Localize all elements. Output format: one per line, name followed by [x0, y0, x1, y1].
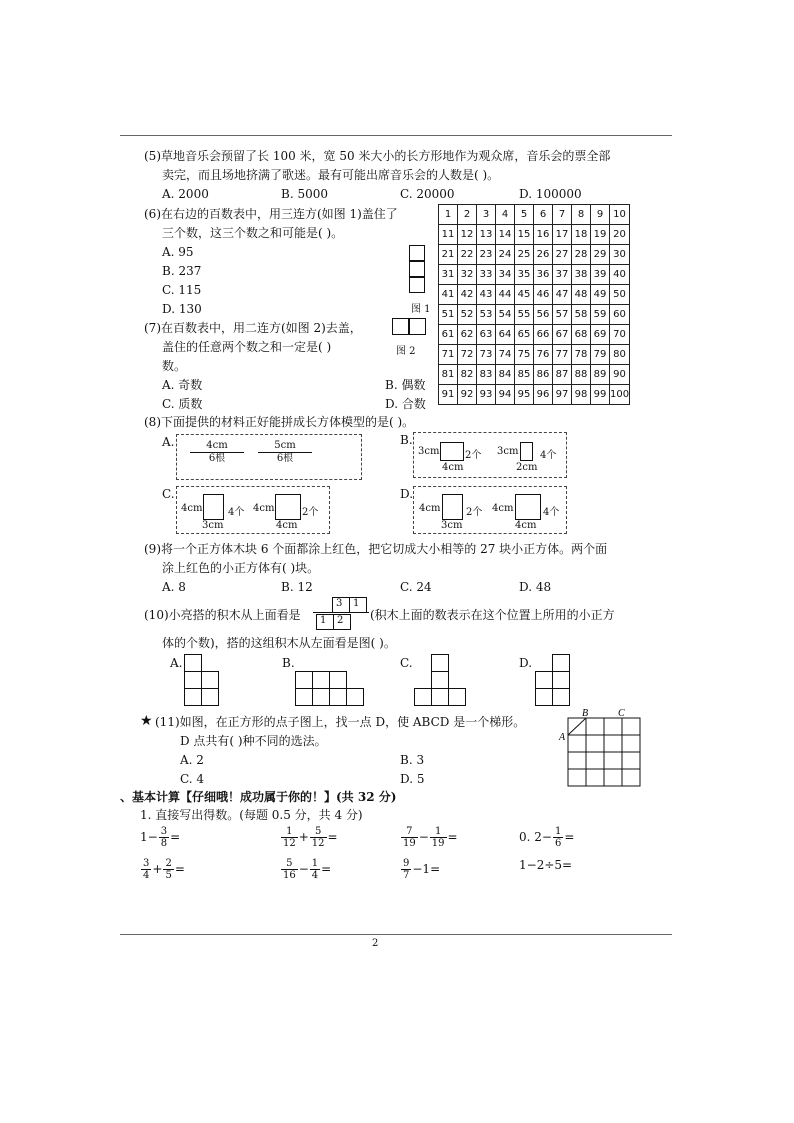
calc-suffix: =: [564, 830, 575, 844]
q5-option-d: D. 100000: [519, 187, 582, 201]
hundred-table-cell: 14: [496, 225, 515, 245]
hundred-table-cell: 49: [591, 285, 610, 305]
hundred-table-cell: 94: [496, 385, 515, 405]
fraction-2: [310, 826, 327, 849]
figure-2-domino: [392, 318, 426, 336]
q8-d-rect1: [442, 494, 463, 520]
calc-operator: +: [298, 830, 309, 844]
calc-operator: +: [152, 862, 163, 876]
hundred-table: [438, 204, 630, 405]
q11-line2: D 点共有( )种不同的选法。: [180, 734, 327, 748]
hundred-table-cell: 73: [477, 345, 496, 365]
hundred-table-cell: 39: [591, 265, 610, 285]
q11-option-c: C. 4: [180, 772, 205, 786]
denominator: 19: [403, 838, 416, 849]
q8-b-rect2-count: 4个: [540, 450, 557, 461]
hundred-table-cell: 81: [439, 365, 458, 385]
numerator: 3: [143, 858, 150, 869]
q8-c-rect1: [203, 494, 224, 520]
numerator: 1: [311, 858, 319, 869]
denominator: 12: [283, 838, 296, 849]
q5-line1: (5)草地音乐会预留了长 100 米，宽 50 米大小的长方形地作为观众席，音乐会的票全部: [144, 149, 611, 163]
hundred-table-cell: 20: [610, 225, 630, 245]
hundred-table-cell: 89: [591, 365, 610, 385]
hundred-table-cell: 69: [591, 325, 610, 345]
calc-operator: −: [418, 830, 429, 844]
hundred-table-row: [439, 365, 630, 385]
hundred-table-cell: 15: [515, 225, 534, 245]
numerator: 1: [554, 826, 562, 837]
calc-expression: [400, 858, 440, 881]
hundred-table-cell: 64: [496, 325, 515, 345]
figure-1-triomino: [409, 245, 425, 293]
hundred-table-cell: 43: [477, 285, 496, 305]
numerator: 3: [160, 826, 168, 837]
hundred-table-cell: 95: [515, 385, 534, 405]
hundred-table-cell: 32: [458, 265, 477, 285]
q8-option-a-stick2: [258, 440, 312, 465]
calc-expression: [519, 826, 574, 849]
q8-c-rect1-bottom: 3cm: [202, 520, 224, 531]
numerator: 7: [406, 826, 413, 837]
q7-option-b: B. 偶数: [385, 378, 426, 392]
fraction-1: [401, 826, 418, 849]
numerator: 5: [286, 858, 293, 869]
hundred-table-cell: 11: [439, 225, 458, 245]
hundred-table-cell: 72: [458, 345, 477, 365]
hundred-table-cell: 98: [572, 385, 591, 405]
section-title: 、基本计算【仔细哦！成功属于你的！】(共 32 分): [120, 790, 397, 804]
hundred-table-cell: 62: [458, 325, 477, 345]
q7-option-c: C. 质数: [162, 397, 203, 411]
hundred-table-cell: 3: [477, 205, 496, 225]
hundred-table-cell: 60: [610, 305, 630, 325]
fraction-1: [401, 858, 411, 881]
hundred-table-cell: 79: [591, 345, 610, 365]
hundred-table-cell: 31: [439, 265, 458, 285]
denominator: 12: [311, 838, 325, 849]
denominator: 16: [283, 870, 296, 881]
hundred-table-cell: 61: [439, 325, 458, 345]
hundred-table-cell: 53: [477, 305, 496, 325]
hundred-table-cell: 10: [610, 205, 630, 225]
fraction-1: [281, 826, 298, 849]
hundred-table-cell: 9: [591, 205, 610, 225]
q8-d-rect1-side: 4cm: [419, 503, 441, 514]
q8-c-rect2-count: 2个: [302, 507, 319, 518]
hundred-table-cell: 37: [553, 265, 572, 285]
q6-option-c: C. 115: [162, 283, 202, 297]
q8-d-rect1-bottom: 3cm: [441, 520, 463, 531]
hundred-table-cell: 40: [610, 265, 630, 285]
q8-d-rect2-side: 4cm: [492, 503, 514, 514]
hundred-table-cell: 55: [515, 305, 534, 325]
hundred-table-cell: 36: [534, 265, 553, 285]
hundred-table-cell: 28: [572, 245, 591, 265]
q10-option-d-view: [535, 654, 589, 708]
hundred-table-cell: 86: [534, 365, 553, 385]
calc-suffix: −1=: [412, 862, 441, 876]
q8-a-stick2-count: 6根: [258, 452, 312, 465]
hundred-table-cell: 82: [458, 365, 477, 385]
hundred-table-cell: 50: [610, 285, 630, 305]
fraction-2: [310, 858, 320, 881]
hundred-table-cell: 25: [515, 245, 534, 265]
hundred-table-row: [439, 345, 630, 365]
q8-a-stick1-count: 6根: [190, 452, 244, 465]
q8-b-rect1: [440, 442, 464, 461]
hundred-table-row: [439, 385, 630, 405]
denominator: 4: [311, 870, 319, 881]
q10-line1-post: (积木上面的数表示在这个位置上所用的小正方: [370, 608, 615, 622]
q8-d-rect2-bottom: 4cm: [515, 520, 537, 531]
q5-option-b: B. 5000: [281, 187, 328, 201]
q10-option-b-view: [295, 671, 367, 707]
q8-a-stick1-length: 4cm: [206, 440, 228, 451]
hundred-table-cell: 78: [572, 345, 591, 365]
hundred-table-cell: 42: [458, 285, 477, 305]
hundred-table-cell: 34: [496, 265, 515, 285]
hundred-table-cell: 85: [515, 365, 534, 385]
hundred-table-cell: 99: [591, 385, 610, 405]
fraction-1: [141, 858, 151, 881]
hundred-table-cell: 74: [496, 345, 515, 365]
hundred-table-cell: 84: [496, 365, 515, 385]
denominator: 5: [165, 870, 172, 881]
q8-c-rect1-side: 4cm: [181, 503, 203, 514]
denominator: 8: [160, 838, 168, 849]
hundred-table-cell: 46: [534, 285, 553, 305]
q11-point-b: B: [582, 708, 589, 719]
fraction-1: [281, 858, 298, 881]
hundred-table-cell: 24: [496, 245, 515, 265]
q10-option-a-view: [184, 654, 238, 708]
calc-operator: −: [298, 862, 309, 876]
bottom-rule: [120, 934, 672, 935]
calc-suffix: =: [170, 830, 181, 844]
q11-option-a: A. 2: [180, 753, 204, 767]
q9-option-c: C. 24: [400, 580, 432, 594]
hundred-table-cell: 21: [439, 245, 458, 265]
denominator: 19: [431, 838, 445, 849]
fraction-2: [163, 858, 173, 881]
hundred-table-row: [439, 245, 630, 265]
hundred-table-row: [439, 225, 630, 245]
calc-suffix: =: [327, 830, 338, 844]
q8-b-rect2-bottom: 2cm: [516, 462, 538, 473]
q6-line1: (6)在右边的百数表中，用三连方(如图 1)盖住了: [144, 207, 398, 221]
calc-expression: [519, 858, 572, 872]
hundred-table-cell: 2: [458, 205, 477, 225]
page-number: 2: [372, 938, 379, 949]
fraction-1: [553, 826, 563, 849]
hundred-table-cell: 76: [534, 345, 553, 365]
q8-d-rect2: [515, 494, 541, 520]
calc-prefix: 0. 2−: [519, 830, 552, 844]
hundred-table-cell: 7: [553, 205, 572, 225]
hundred-table-cell: 6: [534, 205, 553, 225]
q10-top-view: [313, 597, 369, 631]
q6-option-b: B. 237: [162, 264, 202, 278]
figure-1-label: 图 1: [411, 304, 431, 315]
section-subtitle: 1. 直接写出得数。(每题 0.5 分，共 4 分): [140, 808, 363, 822]
calc-expression: [400, 826, 458, 849]
hundred-table-cell: 91: [439, 385, 458, 405]
q10-top-num-4: 2: [337, 615, 344, 626]
q5-option-c: C. 20000: [400, 187, 455, 201]
numerator: 2: [165, 858, 172, 869]
q11-line1: (11)如图，在正方形的点子图上，找一点 D，使 ABCD 是一个梯形。: [155, 715, 526, 729]
hundred-table-cell: 71: [439, 345, 458, 365]
hundred-table-cell: 18: [572, 225, 591, 245]
denominator: 4: [143, 870, 150, 881]
hundred-table-cell: 93: [477, 385, 496, 405]
hundred-table-cell: 52: [458, 305, 477, 325]
hundred-table-cell: 30: [610, 245, 630, 265]
hundred-table-cell: 75: [515, 345, 534, 365]
q8-c-rect2-side: 4cm: [253, 503, 275, 514]
hundred-table-cell: 12: [458, 225, 477, 245]
top-rule: [120, 135, 672, 136]
hundred-table-cell: 48: [572, 285, 591, 305]
q9-option-d: D. 48: [519, 580, 552, 594]
q10-option-b-label: B.: [282, 656, 295, 670]
q8-option-d-label: D.: [400, 487, 414, 501]
numerator: 5: [314, 826, 322, 837]
q5-option-a: A. 2000: [162, 187, 209, 201]
q11-option-d: D. 5: [400, 772, 425, 786]
q5-line2: 卖完，而且场地挤满了歌迷。最有可能出席音乐会的人数是( )。: [162, 168, 500, 182]
denominator: 6: [554, 838, 562, 849]
hundred-table-cell: 57: [553, 305, 572, 325]
hundred-table-cell: 80: [610, 345, 630, 365]
q8-b-rect2-side: 3cm: [497, 446, 519, 457]
numerator: 1: [286, 826, 293, 837]
q9-option-a: A. 8: [162, 580, 186, 594]
q8-c-rect1-count: 4个: [228, 507, 245, 518]
q10-option-d-label: D.: [519, 656, 533, 670]
q11-dot-grid: [556, 706, 646, 790]
numerator: 9: [403, 858, 410, 869]
hundred-table-cell: 35: [515, 265, 534, 285]
hundred-table-cell: 96: [534, 385, 553, 405]
q9-line1: (9)将一个正方体木块 6 个面都涂上红色，把它切成大小相等的 27 块小正方体。两个面: [144, 542, 608, 556]
q7-option-a: A. 奇数: [162, 378, 203, 392]
calc-suffix: =: [174, 862, 185, 876]
hundred-table-cell: 17: [553, 225, 572, 245]
hundred-table-cell: 67: [553, 325, 572, 345]
hundred-table-cell: 41: [439, 285, 458, 305]
hundred-table-cell: 83: [477, 365, 496, 385]
q8-b-rect2: [520, 442, 533, 461]
q8-b-rect1-bottom: 4cm: [442, 462, 464, 473]
hundred-table-cell: 13: [477, 225, 496, 245]
q10-top-num-3: 1: [320, 615, 327, 626]
hundred-table-cell: 27: [553, 245, 572, 265]
hundred-table-cell: 70: [610, 325, 630, 345]
hundred-table-cell: 65: [515, 325, 534, 345]
hundred-table-cell: 47: [553, 285, 572, 305]
hundred-table-row: [439, 305, 630, 325]
q8-c-rect2: [275, 494, 301, 520]
q10-option-c-label: C.: [400, 656, 413, 670]
hundred-table-cell: 54: [496, 305, 515, 325]
hundred-table-cell: 8: [572, 205, 591, 225]
calc-expression: [140, 858, 185, 881]
hundred-table-cell: 45: [515, 285, 534, 305]
numerator: 1: [434, 826, 442, 837]
hundred-table-cell: 88: [572, 365, 591, 385]
q7-line3: 数。: [162, 359, 187, 373]
q7-line2: 盖住的任意两个数之和一定是( ): [162, 340, 332, 354]
q11-option-b: B. 3: [400, 753, 425, 767]
hundred-table-cell: 92: [458, 385, 477, 405]
hundred-table-cell: 59: [591, 305, 610, 325]
hundred-table-cell: 33: [477, 265, 496, 285]
q8-b-rect1-side: 3cm: [418, 446, 440, 457]
q9-option-b: B. 12: [281, 580, 313, 594]
q10-option-a-label: A.: [170, 656, 183, 670]
q9-line2: 涂上红色的小正方体有( )块。: [162, 561, 320, 575]
hundred-table-cell: 68: [572, 325, 591, 345]
q11-point-c: C: [618, 708, 625, 719]
hundred-table-cell: 100: [610, 385, 630, 405]
hundred-table-cell: 77: [553, 345, 572, 365]
hundred-table-cell: 87: [553, 365, 572, 385]
q10-top-num-1: 3: [336, 598, 343, 609]
q8-d-rect2-count: 4个: [543, 507, 560, 518]
hundred-table-cell: 97: [553, 385, 572, 405]
q7-line1: (7)在百数表中，用二连方(如图 2)去盖，: [144, 321, 362, 335]
hundred-table-cell: 4: [496, 205, 515, 225]
q8-option-a-label: A.: [162, 435, 175, 449]
hundred-table-row: [439, 205, 630, 225]
q10-option-c-view: [414, 654, 468, 708]
q6-line2: 三个数，这三个数之和可能是( )。: [162, 226, 344, 240]
hundred-table-cell: 63: [477, 325, 496, 345]
hundred-table-cell: 16: [534, 225, 553, 245]
q8-d-rect1-count: 2个: [466, 507, 483, 518]
hundred-table-cell: 58: [572, 305, 591, 325]
q8-option-a-stick1: [190, 440, 244, 465]
q10-line2: 体的个数)，搭的这组积木从左面看是图( )。: [162, 636, 396, 650]
hundred-table-cell: 66: [534, 325, 553, 345]
hundred-table-cell: 1: [439, 205, 458, 225]
hundred-table-cell: 38: [572, 265, 591, 285]
q10-top-num-2: 1: [353, 598, 360, 609]
fraction-1: [159, 826, 169, 849]
hundred-table-row: [439, 325, 630, 345]
denominator: 7: [403, 870, 410, 881]
q8-a-stick2-length: 5cm: [274, 440, 296, 451]
figure-2-label: 图 2: [396, 346, 416, 357]
q11-star-icon: ★: [140, 713, 153, 729]
calc-expression: [280, 858, 331, 881]
hundred-table-cell: 44: [496, 285, 515, 305]
q10-line1-pre: (10)小亮搭的积木从上面看是: [144, 608, 301, 622]
hundred-table-cell: 51: [439, 305, 458, 325]
hundred-table-cell: 19: [591, 225, 610, 245]
q8-stem: (8)下面提供的材料正好能拼成长方体模型的是( )。: [144, 415, 415, 429]
calc-suffix: =: [447, 830, 458, 844]
hundred-table-cell: 5: [515, 205, 534, 225]
hundred-table-cell: 90: [610, 365, 630, 385]
hundred-table-cell: 22: [458, 245, 477, 265]
hundred-table-cell: 29: [591, 245, 610, 265]
q8-option-c-label: C.: [162, 487, 175, 501]
q8-c-rect2-bottom: 4cm: [276, 520, 298, 531]
calc-suffix: =: [321, 862, 332, 876]
fraction-2: [430, 826, 447, 849]
q7-option-d: D. 合数: [385, 397, 426, 411]
hundred-table-row: [439, 265, 630, 285]
hundred-table-cell: 56: [534, 305, 553, 325]
q8-option-b-label: B.: [400, 433, 413, 447]
hundred-table-cell: 23: [477, 245, 496, 265]
calc-prefix: 1−2÷5=: [519, 858, 573, 872]
hundred-table-cell: 26: [534, 245, 553, 265]
calc-expression: [280, 826, 338, 849]
q8-b-rect1-count: 2个: [465, 450, 482, 461]
hundred-table-row: [439, 285, 630, 305]
q6-option-a: A. 95: [162, 245, 194, 259]
q11-point-a: A: [559, 732, 566, 743]
q6-option-d: D. 130: [162, 302, 202, 316]
calc-expression: [140, 826, 180, 849]
calc-prefix: 1−: [140, 830, 158, 844]
